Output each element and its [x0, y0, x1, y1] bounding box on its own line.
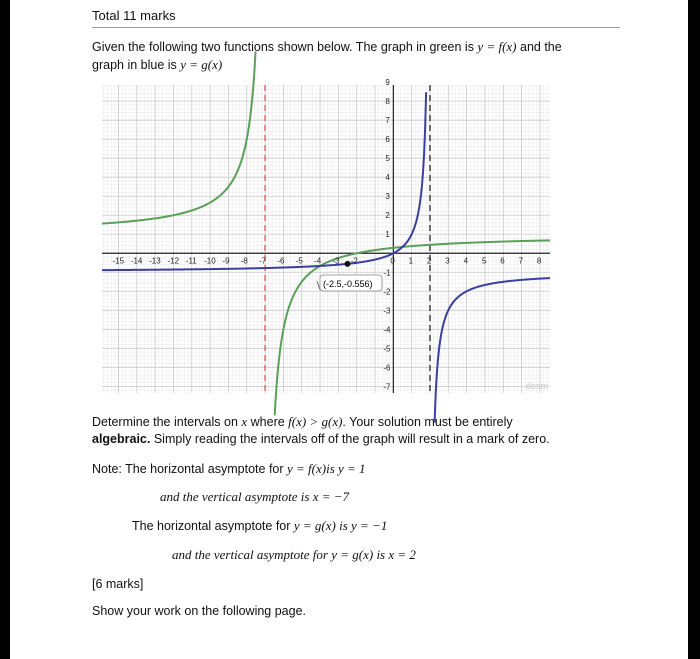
note-line3-prefix: The horizontal asymptote for [132, 519, 294, 533]
x-tick-label: 0 [390, 256, 395, 266]
x-tick-label: -11 [185, 256, 197, 266]
y-tick-label: 6 [385, 135, 390, 145]
x-tick-label: -13 [149, 256, 161, 266]
x-tick-label: -15 [112, 256, 125, 266]
x-tick-label: 5 [481, 256, 487, 266]
y-tick-label: 9 [385, 78, 390, 88]
question-algebraic-bold: algebraic. [92, 432, 151, 446]
y-tick-label: 3 [385, 192, 390, 202]
y-tick-label: -4 [383, 325, 391, 335]
total-marks-heading: Total 11 marks [92, 8, 176, 23]
x-tick-label: -10 [204, 256, 216, 266]
y-tick-label: -2 [383, 287, 391, 297]
intro-line1-prefix: Given the following two functions shown below. The graph in green is [92, 40, 478, 54]
x-tick-label: -8 [240, 256, 248, 266]
y-tick-label: 2 [385, 211, 390, 221]
intro-text [92, 38, 562, 74]
question-line2-suffix: Simply reading the intervals off of the graph will result in a mark of zero. [150, 432, 550, 446]
note-f-horizontal: y = f(x)is y = 1 [287, 461, 366, 476]
x-tick-label: -4 [314, 256, 322, 266]
x-tick-label: 6 [500, 256, 505, 266]
worksheet-page [10, 0, 688, 659]
x-tick-label: 8 [536, 256, 542, 266]
x-tick-label: -7 [259, 256, 267, 266]
y-tick-label: -7 [383, 382, 391, 392]
intersection-point [345, 261, 351, 267]
x-tick-label: 3 [445, 256, 450, 266]
x-tick-label: -9 [222, 256, 230, 266]
question-inequality: f(x) > g(x) [288, 414, 343, 429]
y-tick-label: 5 [385, 154, 390, 164]
intro-g-math: y = g(x) [180, 57, 223, 72]
y-tick-label: 7 [385, 116, 390, 126]
note-line-3 [132, 517, 387, 535]
x-tick-label: -5 [295, 256, 303, 266]
x-tick-label: 2 [426, 256, 432, 266]
question-line1-prefix: Determine the intervals on [92, 415, 242, 429]
y-tick-label: -3 [383, 306, 391, 316]
question-text [92, 413, 550, 448]
y-tick-label: 8 [385, 97, 390, 107]
x-tick-label: 4 [463, 256, 469, 266]
marks-label: [6 marks] [92, 577, 144, 591]
y-tick-label: 4 [385, 173, 390, 183]
y-tick-label: -1 [383, 268, 391, 278]
y-tick-label: -5 [383, 344, 391, 354]
x-tick-label: -14 [130, 256, 143, 266]
note-line-1 [92, 460, 366, 478]
x-tick-label: 7 [518, 256, 524, 266]
question-line1-mid: where [247, 415, 289, 429]
note-line-4: and the vertical asymptote for y = g(x) is x = 2 [172, 547, 416, 562]
note-line-2: and the vertical asymptote is x = −7 [160, 489, 350, 504]
note-line1-prefix: Note: The horizontal asymptote for [92, 462, 288, 476]
intro-line2-prefix: graph in blue is [92, 58, 181, 72]
x-tick-label: -12 [167, 256, 180, 266]
x-tick-label: -6 [277, 256, 285, 266]
x-tick-label: -2 [350, 256, 358, 266]
footer-instruction: Show your work on the following page. [92, 604, 307, 618]
question-line1-suffix: . Your solution must be entirely [342, 415, 513, 429]
y-tick-label: 1 [385, 230, 390, 240]
intro-f-math: y = f(x) [477, 39, 517, 54]
note-g-horizontal: y = g(x) is y = −1 [293, 518, 388, 533]
y-tick-label: -6 [383, 363, 391, 373]
question-x-var: x [241, 414, 248, 429]
intro-line1-suffix: and the [516, 40, 562, 54]
point-label: (-2.5,-0.556) [323, 279, 373, 289]
function-graph [102, 78, 550, 393]
x-tick-label: 1 [408, 256, 414, 266]
desmos-watermark: desm [526, 381, 549, 391]
header-divider [92, 27, 620, 28]
x-tick-label: -3 [332, 256, 340, 266]
